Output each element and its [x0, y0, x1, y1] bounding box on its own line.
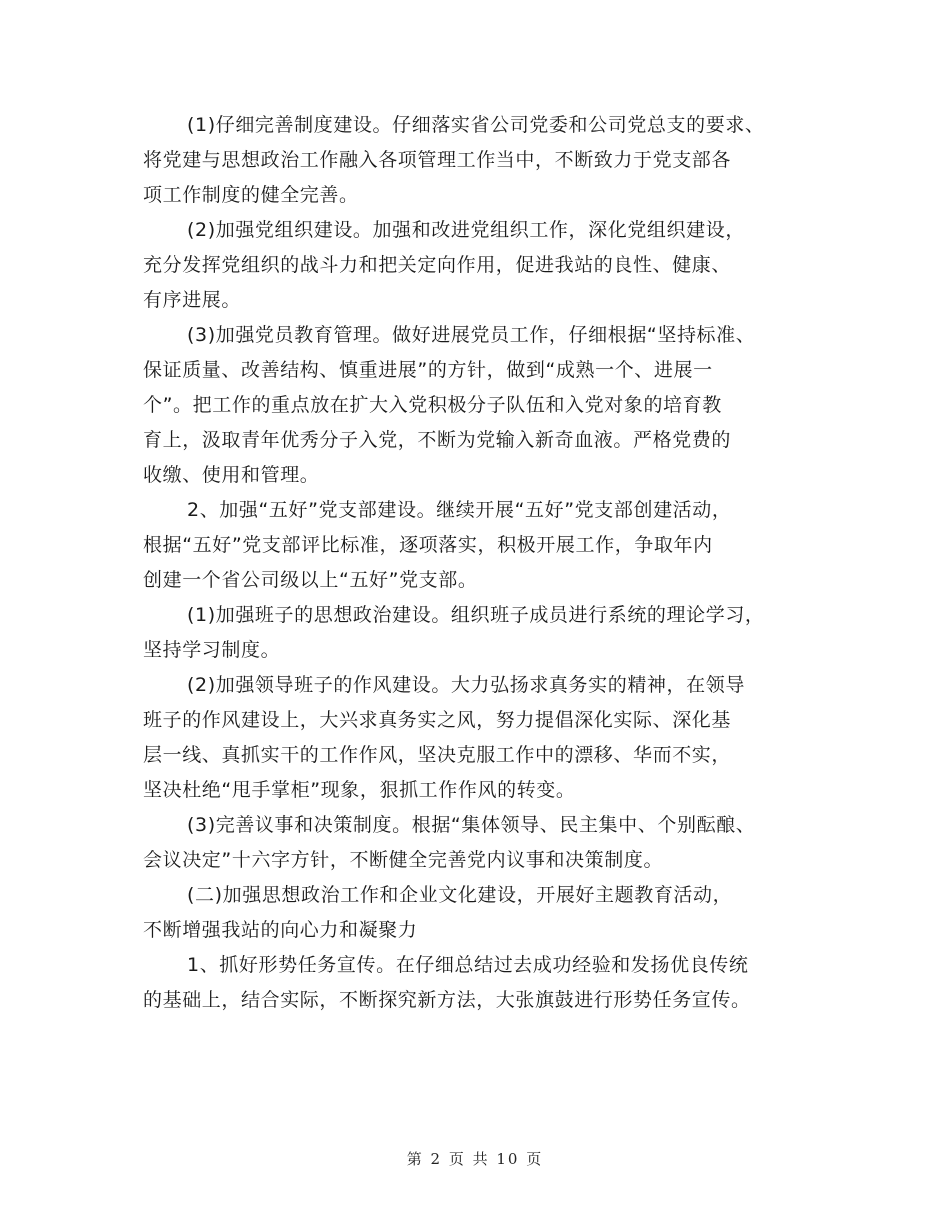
paragraph	[143, 878, 833, 948]
paragraph-line: 保证质量、改善结构、慎重进展”的方针，做到“成熟一个、进展一	[143, 359, 713, 381]
paragraph-first-line: (3)完善议事和决策制度。根据“集体领导、民主集中、个别酝酿、	[187, 814, 756, 836]
page-number-footer: 第 2 页 共 10 页	[406, 1150, 544, 1168]
paragraph	[143, 108, 833, 213]
paragraph-line: 项工作制度的健全完善。	[143, 184, 359, 206]
paragraph	[143, 318, 833, 493]
paragraph-first-line: (3)加强党员教育管理。做好进展党员工作，仔细根据“坚持标准、	[187, 324, 756, 346]
paragraph-first-line: (2)加强党组织建设。加强和改进党组织工作，深化党组织建设，	[187, 219, 745, 241]
paragraph-line: 有序进展。	[143, 289, 242, 311]
paragraph-first-line: 2、加强“五好”党支部建设。继续开展“五好”党支部创建活动，	[187, 499, 732, 521]
paragraph	[143, 598, 833, 668]
paragraph-first-line: (1)加强班子的思想政治建设。组织班子成员进行系统的理论学习，	[187, 604, 765, 626]
paragraph-line: 的基础上，结合实际，不断探究新方法，大张旗鼓进行形势任务宣传。	[143, 989, 751, 1011]
paragraph-first-line: (二)加强思想政治工作和企业文化建设，开展好主题教育活动，	[187, 884, 733, 906]
paragraph	[143, 668, 833, 808]
paragraph-line: 创建一个省公司级以上“五好”党支部。	[143, 569, 478, 591]
paragraph-line: 层一线、真抓实干的工作作风，坚决克服工作中的漂移、华而不实，	[143, 744, 732, 766]
paragraph-line: 坚决杜绝“甩手掌柜”现象，狠抓工作作风的转变。	[143, 779, 576, 801]
paragraph-first-line: 1、抓好形势任务宣传。在仔细总结过去成功经验和发扬优良传统	[187, 954, 749, 976]
paragraph-line: 将党建与思想政治工作融入各项管理工作当中，不断致力于党支部各	[143, 149, 732, 171]
paragraph	[143, 948, 833, 1018]
document-body	[143, 108, 833, 1018]
paragraph-line: 根据“五好”党支部评比标准，逐项落实，积极开展工作，争取年内	[143, 534, 713, 556]
paragraph	[143, 493, 833, 598]
paragraph-first-line: (2)加强领导班子的作风建设。大力弘扬求真务实的精神，在领导	[187, 674, 745, 696]
paragraph	[143, 213, 833, 318]
paragraph-line: 班子的作风建设上，大兴求真务实之风，努力提倡深化实际、深化基	[143, 709, 732, 731]
paragraph-line: 充分发挥党组织的战斗力和把关定向作用，促进我站的良性、健康、	[143, 254, 732, 276]
paragraph-first-line: (1)仔细完善制度建设。仔细落实省公司党委和公司党总支的要求、	[187, 114, 765, 136]
paragraph-line: 收缴、使用和管理。	[143, 464, 320, 486]
paragraph-line: 个”。把工作的重点放在扩大入党积极分子队伍和入党对象的培育教	[143, 394, 722, 416]
paragraph-line: 育上，汲取青年优秀分子入党，不断为党输入新奇血液。严格党费的	[143, 429, 732, 451]
paragraph-line: 会议决定”十六字方针，不断健全完善党内议事和决策制度。	[143, 849, 664, 871]
paragraph	[143, 808, 833, 878]
paragraph-line: 不断增强我站的向心力和凝聚力	[143, 919, 418, 941]
paragraph-line: 坚持学习制度。	[143, 639, 281, 661]
